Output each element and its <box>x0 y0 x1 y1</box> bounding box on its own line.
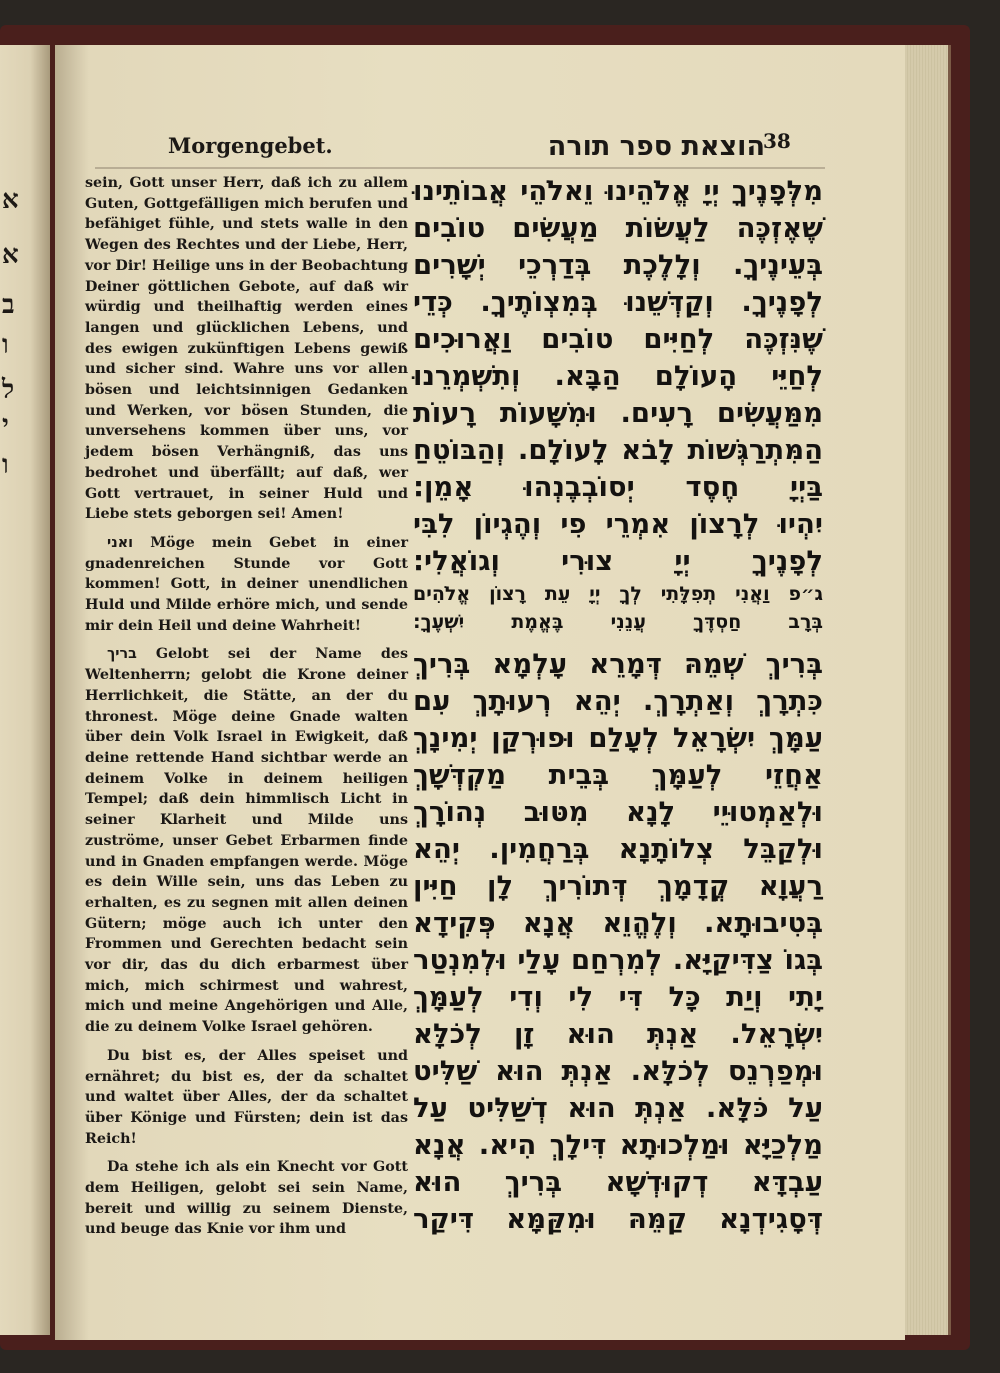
paragraph-text: Gelobt sei der Name des Weltenherrn; gelobt die Krone deiner Herrlichkeit, die Stätte, an der du thronest. Möge deine Gnade walten über dein Volk Israel in Ewigkeit, daß deine rettende Hand sichtbar werde an deinem Volke in deinem heiligen Tempel; daß dein himmlisch Licht in seiner Klarheit und Milde uns zuströme, unser Gebet Erbarmen finde und in Gnaden empfangen werde. Möge es dein Wille sein, uns das Leben zu erhalten, es zu segnen mit allen deinen Gütern; möge auch ich unter den Frommen und Gerechten bedacht sein vor dir, das du dich erbarmest über mich, mich schirmest und wahrest, mich und meine Angehörigen und Alle, die zu deinem Volke Israel gehören. <box>85 646 408 1036</box>
hebrew-line: בְּעֵינֶיךָ. וְלָלֶכֶת בְּדַרְכֵי יְשָׁרִים <box>413 249 823 281</box>
hebrew-line: בְּרִיךְ שְׁמֵהּ דְּמָרֵא עָלְמָא בְּרִיךְ <box>413 648 823 680</box>
hebrew-line: בְּגוֹ צַדִּיקַיָּא. לְמִרְחַם עָלַי וּלְמִנְטַר <box>413 944 823 976</box>
facing-page-glyph: ו <box>2 330 9 360</box>
header-rule <box>95 167 825 169</box>
german-paragraph <box>85 1046 408 1150</box>
hebrew-cue-word: בריך <box>107 646 137 663</box>
hebrew-line: דְּסָגִידְנָא קַמֵּהּ וּמִקַּמָּא דִּיקַר <box>413 1203 823 1235</box>
hebrew-line: וּלְקַבֵּל צְלוֹתָנָא בְּרַחֲמִין. יְהֵא <box>413 833 823 865</box>
facing-page-glyph: א <box>2 240 19 270</box>
hebrew-line: בְּטִיבוּתָא. וְלֶהֱוֵא אֲנָא פְּקִידָא <box>413 907 823 939</box>
hebrew-block-1 <box>413 173 823 580</box>
hebrew-line: מִמַּעֲשִׂים רָעִים. וּמִשָּׁעוֹת רָעוֹת <box>413 397 823 429</box>
german-running-title: Morgengebet. <box>168 133 333 158</box>
hebrew-prayer-column <box>413 173 823 1238</box>
hebrew-line: וּמְפַרְנֵס לְכֹלָּא. אַנְתְּ הוּא שַׁלִּיט <box>413 1055 823 1087</box>
hebrew-line: עַמָּךְ יִשְׂרָאֵל לְעָלַם וּפוּרְקַן יְמִינָךְ <box>413 722 823 754</box>
german-paragraph <box>85 533 408 637</box>
hebrew-line: מִלְּפָנֶיךָ יְיָ אֱלֹהֵינוּ וֵאלֹהֵי אֲבוֹתֵינוּ <box>413 175 823 207</box>
hebrew-line: יִשְׂרָאֵל. אַנְתְּ הוּא זָן לְכֹלָּא <box>413 1018 823 1050</box>
german-paragraph <box>85 644 408 1037</box>
hebrew-line: לְחַיֵּי הָעוֹלָם הַבָּא. וְתִשְׁמְרֵנוּ <box>413 360 823 392</box>
german-translation-column <box>85 173 408 1248</box>
german-paragraph <box>85 1157 408 1240</box>
paragraph-text: Du bist es, der Alles speiset und ernähret; du bist es, der da schaltet und waltet über Alles, der da schaltet über Könige und Fürsten; dein ist das Reich! <box>85 1047 408 1147</box>
hebrew-line: שֶׁאֶזְכֶּה לַעֲשׂוֹת מַעֲשִׂים טוֹבִים <box>413 212 823 244</box>
hebrew-line: שֶׁנִּזְכֶּה לְחַיִּים טוֹבִים וַאֲרוּכִים <box>413 323 823 355</box>
german-paragraph <box>85 173 408 525</box>
facing-page-glyph: ל <box>2 375 15 405</box>
facing-page-glyph: י <box>2 410 9 440</box>
spacer <box>413 636 823 646</box>
hebrew-block-2 <box>413 646 823 1238</box>
hebrew-line: לְפָנֶיךָ יְיָ צוּרִי וְגוֹאֲלִי: <box>413 545 823 577</box>
hebrew-line: ג״פ וַאֲנִי תְפִלָּתִי לְךָ יְיָ עֵת רָצוֹן אֱלֹהִים <box>413 583 823 605</box>
paragraph-text: Da stehe ich als ein Knecht vor Gott dem Heiligen, gelobt sei sein Name, bereit und willig zu seinem Dienste, und beuge das Knie vor ihm und <box>85 1159 408 1238</box>
book-page <box>55 45 905 1340</box>
facing-page-glyph: ב <box>2 290 15 320</box>
hebrew-line: בַּיְיָ חֶסֶד יְסוֹבְבֶנְהוּ אָמֵן: <box>413 471 823 503</box>
hebrew-line: לְפָנֶיךָ. וְקַדְּשֵׁנוּ בְּמִצְוֹתֶיךָ. כְּדֵי <box>413 286 823 318</box>
hebrew-line: אַחֲזֵי לְעַמָּךְ בְּבֵית מַקְדְּשָׁךְ <box>413 759 823 791</box>
hebrew-line: יָתִי וְיַת כָּל דִּי לִי וְדִי לְעַמָּךְ <box>413 981 823 1013</box>
hebrew-line: רַעֲוָא קֳדָמָךְ דְּתוֹרִיךְ לָן חַיִּין <box>413 870 823 902</box>
hebrew-line: וּלְאַמְטוּיֵי לָנָא מִטּוּב נְהוֹרָךְ <box>413 796 823 828</box>
hebrew-line: בְּרָב חַסְדֶּךָ עֲנֵנִי בֶּאֱמֶת יִשְׁעֶךָ: <box>413 611 823 633</box>
hebrew-cue-word: ואני <box>107 534 134 551</box>
hebrew-line: הַמִּתְרַגְּשׁוֹת לָבֹא לָעוֹלָם. וְהַבּוֹטֵחַ <box>413 434 823 466</box>
facing-page-glyph: ו <box>2 450 9 480</box>
paragraph-text: Möge mein Gebet in einer gnadenreichen Stunde vor Gott kommen! Gott, in deiner unendlichen Huld und Milde erhöre mich, und sende mir dein Heil und deine Wahrheit! <box>85 534 408 634</box>
hebrew-line: מַלְכַיָּא וּמַלְכוּתָא דִּילָךְ הִיא. אֲנָא <box>413 1129 823 1161</box>
hebrew-running-title: הוצאת ספר תורה <box>547 131 765 162</box>
paragraph-text: sein, Gott unser Herr, daß ich zu allem Guten, Gottgefälligen mich berufen und befähiget fühle, und stets walle in den Wegen des Rechtes und der Liebe, Herr, vor Dir! Heilige uns in der Beobachtung Deiner göttlichen Gebote, auf daß wir würdig und theilhaftig werden eines langen und glücklichen Lebens, und des ewigen zukünftigen Lebens gewiß und sicher sind. Wahre uns vor allen bösen und leichtsinnigen Gedanken und Werken, vor bösen Stunden, die unversehens kommen über uns, vor jedem bösen Verhängniß, das uns bedrohet und überfällt; auf daß, wer Gott vertrauet, in seiner Huld und Liebe stets geborgen sei! Amen! <box>85 175 408 523</box>
hebrew-line: כִּתְרָךְ וְאַתְרָךְ. יְהֵא רְעוּתָךְ עִם <box>413 685 823 717</box>
hebrew-line: עַל כֹּלָּא. אַנְתְּ הוּא דְשַׁלִּיט עַל <box>413 1092 823 1124</box>
left-facing-page <box>0 45 50 1335</box>
hebrew-line: יִהְיוּ לְרָצוֹן אִמְרֵי פִי וְהֶגְיוֹן לִבִּי <box>413 508 823 540</box>
page-edges <box>900 45 951 1335</box>
hebrew-small-verse <box>413 580 823 636</box>
hebrew-line: עַבְדָּא דְקוּדְשָׁא בְּרִיךְ הוּא <box>413 1166 823 1198</box>
facing-page-glyph: א <box>2 185 19 215</box>
page-number: 38 <box>763 129 791 153</box>
